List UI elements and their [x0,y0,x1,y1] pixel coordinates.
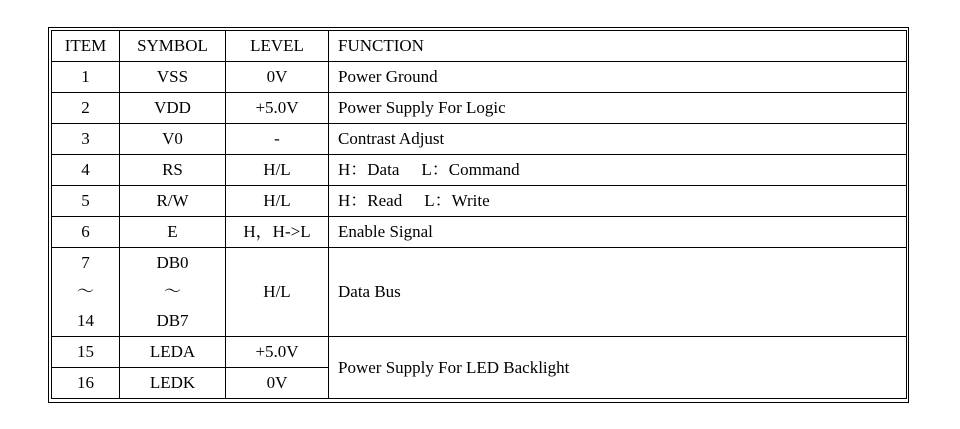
symbol-range-end: DB7 [156,311,189,330]
header-level: LEVEL [226,31,329,62]
item-range-separator: ～ [77,282,94,301]
cell-level: H/L [226,248,329,337]
cell-item-range [52,248,120,337]
cell-symbol: VDD [120,93,226,124]
cell-level: 0V [226,62,329,93]
cell-symbol: V0 [120,124,226,155]
symbol-range-separator: ～ [164,282,181,301]
cell-symbol: VSS [120,62,226,93]
cell-function: Enable Signal [329,217,907,248]
cell-symbol: RS [120,155,226,186]
cell-level: H，H->L [226,217,329,248]
header-item: ITEM [52,31,120,62]
cell-symbol: LEDK [120,368,226,399]
table-row [52,62,907,93]
cell-item: 4 [52,155,120,186]
cell-function [329,186,907,217]
function-low: L：Command [421,160,520,179]
cell-level: H/L [226,155,329,186]
function-low: L：Write [424,191,490,210]
pin-definition-table [51,30,907,399]
cell-item: 15 [52,337,120,368]
table-row [52,93,907,124]
cell-level: H/L [226,186,329,217]
cell-function: Data Bus [329,248,907,337]
cell-level: 0V [226,368,329,399]
cell-level: +5.0V [226,337,329,368]
cell-item: 3 [52,124,120,155]
header-function: FUNCTION [329,31,907,62]
symbol-range-start: DB0 [156,253,189,272]
cell-item: 1 [52,62,120,93]
cell-item: 6 [52,217,120,248]
cell-item: 16 [52,368,120,399]
cell-function: Power Supply For Logic [329,93,907,124]
function-high: H：Read [338,191,403,210]
cell-level: +5.0V [226,93,329,124]
item-range-start: 7 [81,253,90,272]
table-row [52,155,907,186]
cell-function-merged: Power Supply For LED Backlight [329,337,907,399]
table-row-data-bus [52,248,907,337]
function-high: H：Data [338,160,400,179]
cell-symbol-range [120,248,226,337]
table-row [52,337,907,368]
cell-symbol: LEDA [120,337,226,368]
item-range-end: 14 [77,311,94,330]
cell-item: 2 [52,93,120,124]
header-row [52,31,907,62]
table-row [52,124,907,155]
table-row [52,217,907,248]
cell-level: - [226,124,329,155]
cell-function [329,155,907,186]
cell-symbol: E [120,217,226,248]
table-row [52,186,907,217]
cell-function: Contrast Adjust [329,124,907,155]
cell-symbol: R/W [120,186,226,217]
cell-function: Power Ground [329,62,907,93]
header-symbol: SYMBOL [120,31,226,62]
cell-item: 5 [52,186,120,217]
